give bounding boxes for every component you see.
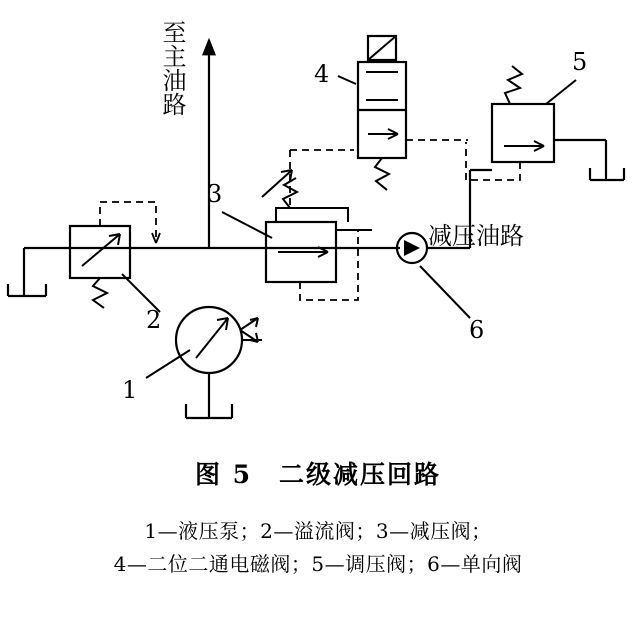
callout-6: 6 — [469, 316, 485, 344]
figure-legend — [0, 515, 636, 581]
pump-symbol — [176, 307, 262, 418]
pressure-line — [8, 248, 400, 296]
callout-4: 4 — [314, 60, 330, 88]
callout-2: 2 — [146, 306, 162, 334]
main-line-label: 至主油路 — [158, 20, 186, 116]
reducing-valve-symbol — [262, 170, 372, 300]
pressure-regulator-symbol — [466, 66, 624, 180]
callout-1: 1 — [122, 376, 138, 404]
branch-line-label: 减压油路 — [428, 222, 524, 250]
legend-line-1: 1—液压泵；2—溢流阀；3—减压阀； — [144, 519, 492, 543]
relief-valve-symbol — [70, 202, 160, 308]
callout-3: 3 — [207, 180, 223, 208]
figure-caption-block — [0, 455, 636, 581]
legend-line-2: 4—二位二通电磁阀；5—调压阀；6—单向阀 — [113, 552, 523, 576]
figure-title: 图 5 二级减压回路 — [194, 460, 442, 489]
callout-5: 5 — [572, 48, 588, 76]
